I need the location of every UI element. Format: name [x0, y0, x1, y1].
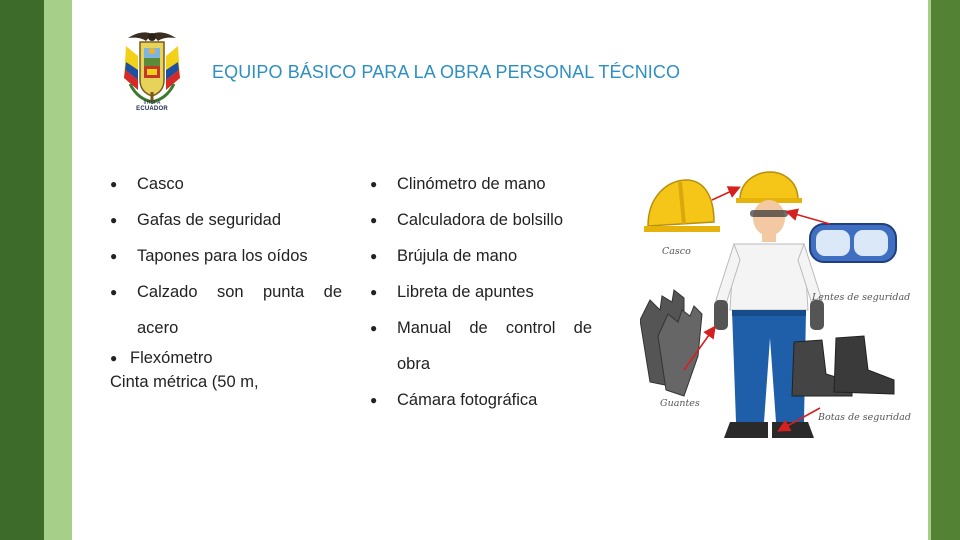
list-item-text: Flexómetro	[130, 349, 213, 367]
list-item	[370, 238, 592, 274]
bullet-icon: ●	[110, 351, 118, 365]
list-item	[110, 166, 342, 202]
boots-icon	[792, 336, 894, 396]
list-item	[110, 238, 342, 274]
list-item-text: Calzado son punta de	[137, 283, 342, 301]
list-item	[370, 166, 592, 202]
list-item	[370, 310, 592, 346]
label-casco: Casco	[662, 246, 691, 257]
list-item-text: Casco	[137, 175, 184, 193]
list-item-text: Calculadora de bolsillo	[397, 211, 564, 229]
list-item-text: Cámara fotográfica	[397, 391, 538, 409]
label-guantes: Guantes	[660, 398, 700, 409]
right-dark-stripe	[931, 0, 960, 540]
left-dark-stripe	[0, 0, 44, 540]
left-list-tail	[110, 346, 259, 394]
label-lentes: Lentes de seguridad	[812, 292, 911, 303]
bullet-icon: ●	[110, 213, 118, 227]
list-item	[110, 274, 342, 310]
list-item	[110, 346, 259, 370]
right-bullet-list	[370, 166, 592, 418]
bullet-icon: ●	[370, 393, 378, 407]
list-item-text: Libreta de apuntes	[397, 283, 534, 301]
list-item-continuation: acero	[137, 319, 179, 337]
list-item	[370, 274, 592, 310]
bullet-icon: ●	[370, 321, 378, 335]
list-item	[110, 202, 342, 238]
emblem-caption-top: IIHSFA	[143, 100, 161, 106]
worker-icon	[714, 172, 824, 438]
bullet-icon: ●	[370, 285, 378, 299]
list-item	[370, 202, 592, 238]
bullet-icon: ●	[370, 249, 378, 263]
left-light-stripe	[44, 0, 72, 540]
bullet-icon: ●	[110, 249, 118, 263]
list-item-continuation: obra	[397, 355, 431, 373]
gloves-icon	[640, 290, 702, 396]
list-item-text-plain: Cinta métrica (50 m,	[110, 373, 259, 391]
page-title: EQUIPO BÁSICO PARA LA OBRA PERSONAL TÉCNICO	[212, 62, 681, 82]
safety-equipment-illustration	[640, 160, 911, 450]
list-item	[370, 382, 592, 418]
bullet-icon: ●	[110, 285, 118, 299]
emblem-caption	[116, 100, 188, 112]
bullet-icon: ●	[110, 177, 118, 191]
list-item-text: Clinómetro de mano	[397, 175, 546, 193]
label-botas: Botas de seguridad	[818, 412, 911, 423]
bullet-icon: ●	[370, 213, 378, 227]
left-bullet-list	[110, 166, 342, 346]
bullet-icon: ●	[370, 177, 378, 191]
emblem-caption-country: ECUADOR	[136, 106, 168, 112]
list-item-text: Brújula de mano	[397, 247, 518, 265]
list-item-text: Tapones para los oídos	[137, 247, 308, 265]
goggles-icon	[810, 224, 896, 262]
list-item-text: Gafas de seguridad	[137, 211, 282, 229]
helmet-icon	[644, 180, 720, 232]
list-item-text: Manual de control de	[397, 319, 592, 337]
